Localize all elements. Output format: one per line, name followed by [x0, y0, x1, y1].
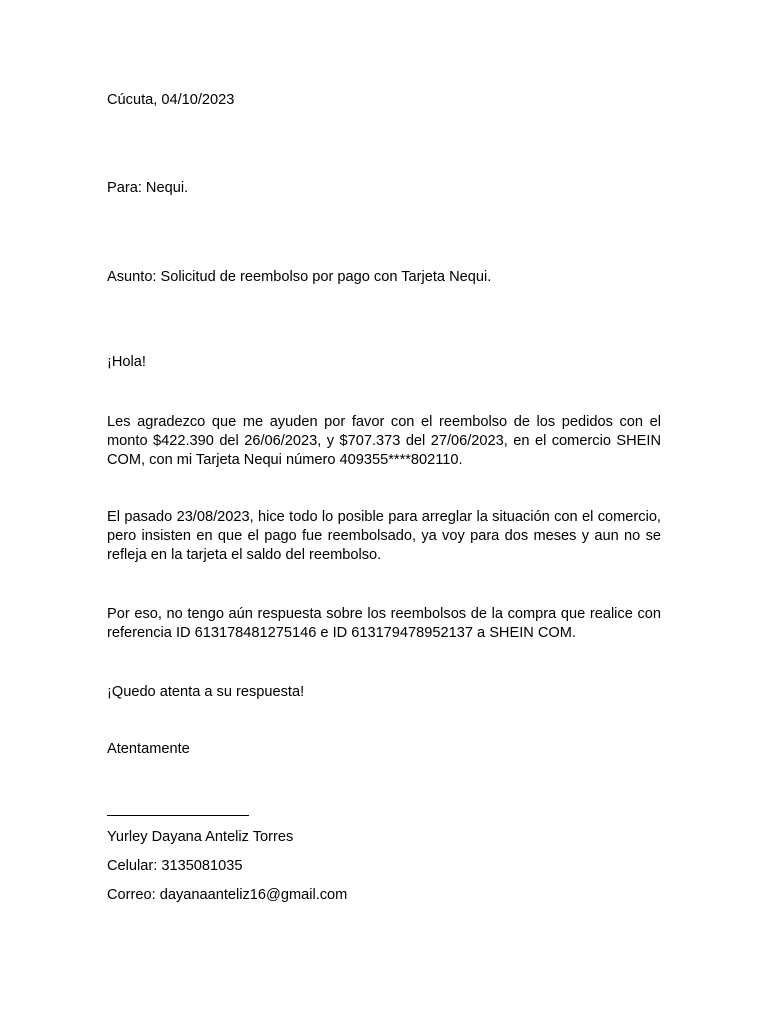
body-paragraph-3: Por eso, no tengo aún respuesta sobre los reembolsos de la compra que realice con referencia ID 613178481275146 e ID 613179478952137 a SHEIN COM. [107, 606, 661, 641]
closing-note: ¡Quedo atenta a su respuesta! [107, 684, 305, 700]
subject-line: Asunto: Solicitud de reembolso por pago con Tarjeta Nequi. [107, 269, 492, 285]
body-paragraph-1: Les agradezco que me ayuden por favor con el reembolso de los pedidos con el monto $422.390 del 26/06/2023, y $707.373 del 27/06/2023, en el comercio SHEIN COM, con mi Tarjeta Nequi número 409355****802110. [107, 414, 661, 468]
signer-email: Correo: dayanaanteliz16@gmail.com [107, 887, 348, 903]
signer-name: Yurley Dayana Anteliz Torres [107, 829, 294, 845]
sign-off: Atentamente [107, 741, 190, 757]
body-paragraph-2: El pasado 23/08/2023, hice todo lo posible para arreglar la situación con el comercio, pero insisten en que el pago fue reembolsado, ya voy para dos meses y aun no se refleja en la tarjeta el saldo del reembolso. [107, 509, 661, 563]
signature-line [107, 815, 249, 816]
signer-phone: Celular: 3135081035 [107, 858, 243, 874]
place-date: Cúcuta, 04/10/2023 [107, 92, 235, 108]
greeting: ¡Hola! [107, 354, 146, 370]
recipient-line: Para: Nequi. [107, 180, 189, 196]
